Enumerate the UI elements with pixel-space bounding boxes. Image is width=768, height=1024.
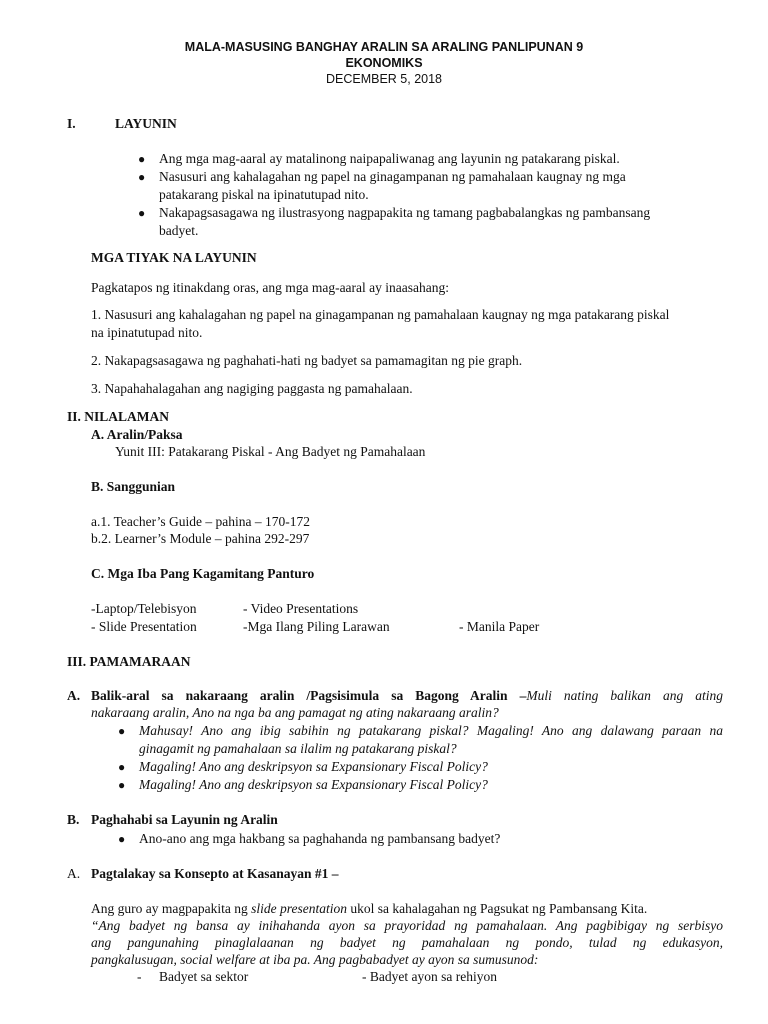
material-slide: - Slide Presentation [91, 619, 197, 634]
procedure-c-intro-end: ukol sa kahalagahan ng Pagsukat ng Pambansang Kita. [346, 901, 648, 916]
procedure-c-intro-italic: slide presentation [251, 901, 347, 916]
budget-quote-line-3: pangkalusugan, social welfare at iba pa. Ang pagbabadyet ay ayon sa sumusunod: [91, 952, 539, 967]
doc-date: DECEMBER 5, 2018 [325, 72, 443, 86]
reference-1: a.1. Teacher’s Guide – pahina – 170-172 [91, 514, 310, 529]
section-3-title: III. PAMAMARAAN [67, 654, 191, 669]
layunin-bullet-3a: Nakapagsasagawa ng ilustrasyong nagpapakita ng tamang pagbabalangkas ng pambansang [159, 205, 651, 220]
materials-label: C. Mga Iba Pang Kagamitang Panturo [91, 566, 315, 581]
review-question-1a: Mahusay! Ano ang ibig sabihin ng patakarang piskal? Magaling! Ano ang dalawang paraan na [139, 723, 723, 738]
specific-objectives-title: MGA TIYAK NA LAYUNIN [91, 250, 257, 265]
procedure-b-title: Paghahabi sa Layunin ng Aralin [91, 812, 278, 827]
budget-item-region: - Badyet ayon sa rehiyon [362, 969, 497, 984]
review-question-3: Magaling! Ano ang deskripsyon sa Expansionary Fiscal Policy? [139, 777, 488, 792]
procedure-a-line-2: nakaraang aralin, Ano na nga ba ang pamagat ng ating nakaraang aralin? [91, 705, 499, 720]
objective-1a: 1. Nasusuri ang kahalagahan ng papel na ginagampanan ng pamahalaan kaugnay ng mga patakarang piskal [91, 307, 670, 322]
budget-quote-line-1: “Ang badyet ng bansa ay inihahanda ayon sa prayoridad ng pamahalaan. Ang pagbibigay ng serbisyo [91, 918, 723, 933]
layunin-bullet-2b: patakarang piskal na ipinatutupad nito. [159, 187, 369, 202]
section-1-numeral: I. [67, 116, 76, 131]
bullet-icon: ● [118, 778, 126, 792]
objective-1b: na ipinatutupad nito. [91, 325, 203, 340]
budget-item-dash: - [137, 969, 142, 984]
doc-subject: EKONOMIKS [345, 56, 423, 70]
reference-2: b.2. Learner’s Module – pahina 292-297 [91, 531, 310, 546]
bullet-icon: ● [118, 760, 126, 774]
bullet-icon: ● [138, 170, 146, 184]
aralin-text: Yunit III: Patakarang Piskal - Ang Badyet ng Pamahalaan [115, 444, 426, 459]
bullet-icon: ● [118, 832, 126, 846]
procedure-b-letter: B. [67, 812, 80, 827]
procedure-a-line-1 [91, 688, 723, 704]
objective-2: 2. Nakapagsasagawa ng paghahati-hati ng badyet sa pamamagitan ng pie graph. [91, 353, 523, 368]
layunin-bullet-1: Ang mga mag-aaral ay matalinong naipapaliwanag ang layunin ng patakarang piskal. [159, 151, 620, 166]
bullet-icon: ● [138, 206, 146, 220]
material-laptop: -Laptop/Telebisyon [91, 601, 197, 616]
procedure-a-question: Muli nating balikan ang ating [526, 688, 723, 703]
objective-3: 3. Napahahalagahan ang nagiging paggasta ng pamahalaan. [91, 381, 413, 396]
objectives-intro: Pagkatapos ng itinakdang oras, ang mga mag-aaral ay inaasahang: [91, 280, 450, 295]
review-question-2: Magaling! Ano ang deskripsyon sa Expansionary Fiscal Policy? [139, 759, 488, 774]
sanggunian-label: B. Sanggunian [91, 479, 176, 494]
procedure-b-question: Ano-ano ang mga hakbang sa paghahanda ng pambansang badyet? [139, 831, 501, 846]
section-1-title: LAYUNIN [115, 116, 177, 131]
procedure-a-letter: A. [67, 688, 81, 703]
doc-title: MALA-MASUSING BANGHAY ARALIN SA ARALING PANLIPUNAN 9 [184, 40, 584, 54]
section-2-title: II. NILALAMAN [67, 409, 170, 424]
aralin-label: A. Aralin/Paksa [91, 427, 183, 442]
procedure-c-intro [91, 901, 647, 917]
review-question-1b: ginagamit ng pamahalaan sa ilalim ng patakarang piskal? [139, 741, 457, 756]
bullet-icon: ● [118, 724, 126, 738]
layunin-bullet-2a: Nasusuri ang kahalagahan ng papel na ginagampanan ng pamahalaan kaugnay ng mga [159, 169, 626, 184]
bullet-icon: ● [138, 152, 146, 166]
layunin-bullet-3b: badyet. [159, 223, 199, 238]
material-manila: - Manila Paper [459, 619, 540, 634]
material-video: - Video Presentations [243, 601, 359, 616]
procedure-a-title: Balik-aral sa nakaraang aralin /Pagsisimula sa Bagong Aralin – [91, 688, 527, 703]
budget-item-sector: Badyet sa sektor [159, 969, 249, 984]
procedure-c-letter: A. [67, 866, 81, 881]
budget-quote-line-2: ang pangunahing pinaglalaanan ng badyet ng pamahalaan ng pondo, tulad ng edukasyon, [91, 935, 723, 950]
procedure-c-intro-start: Ang guro ay magpapakita ng [91, 901, 252, 916]
material-pictures: -Mga Ilang Piling Larawan [243, 619, 390, 634]
procedure-c-title: Pagtalakay sa Konsepto at Kasanayan #1 – [91, 866, 339, 881]
